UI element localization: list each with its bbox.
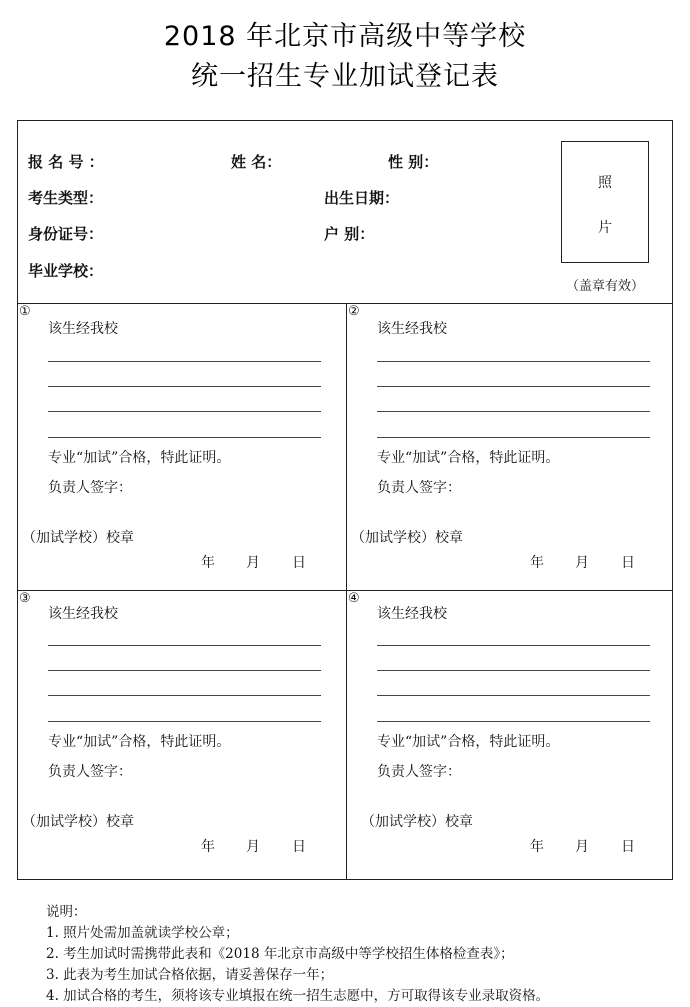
- pass-text: 专业“加试”合格，特此证明。: [48, 734, 231, 750]
- fill-line: [48, 645, 321, 646]
- cell-number: ③: [19, 591, 31, 606]
- intro-text: 该生经我校: [48, 606, 118, 622]
- fill-line: [377, 721, 650, 722]
- gender-label: 性 别：: [388, 153, 439, 171]
- note-item-3: 3. 此表为考生加试合格依据，请妥善保存一年；: [46, 967, 334, 983]
- cell-number: ④: [348, 591, 360, 606]
- date-day: 日: [292, 555, 306, 571]
- certificate-cell-1: [18, 304, 345, 592]
- date-year: 年: [530, 839, 544, 855]
- fill-line: [377, 361, 650, 362]
- date-month: 月: [246, 555, 260, 571]
- title-line-1: 2018 年北京市高级中等学校: [163, 21, 527, 52]
- fill-line: [377, 386, 650, 387]
- date-day: 日: [621, 839, 635, 855]
- photo-char-2: 片: [598, 220, 612, 236]
- hukou-label: 户 别：: [324, 225, 375, 243]
- date-month: 月: [575, 839, 589, 855]
- pass-text: 专业“加试”合格，特此证明。: [48, 450, 231, 466]
- fill-line: [48, 721, 321, 722]
- signature-label: 负责人签字：: [377, 480, 461, 496]
- fill-line: [48, 670, 321, 671]
- id-number-label: 身份证号：: [28, 225, 104, 243]
- school-seal-label: （加试学校）校章: [22, 530, 134, 546]
- school-seal-label: （加试学校）校章: [22, 814, 134, 830]
- date-year: 年: [530, 555, 544, 571]
- reg-no-label: 报 名 号 ：: [28, 153, 104, 171]
- date-day: 日: [292, 839, 306, 855]
- cell-number: ①: [19, 304, 31, 319]
- graduation-school-label: 毕业学校：: [28, 262, 104, 280]
- certificate-cell-2: [347, 304, 674, 592]
- student-type-label: 考生类型：: [28, 189, 104, 207]
- signature-label: 负责人签字：: [48, 764, 132, 780]
- pass-text: 专业“加试”合格，特此证明。: [377, 734, 560, 750]
- notes-section: [46, 902, 549, 1007]
- registration-form: [17, 120, 673, 880]
- fill-line: [377, 437, 650, 438]
- certificate-cell-3: [18, 591, 345, 879]
- notes-heading: 说明：: [46, 904, 87, 920]
- date-year: 年: [201, 839, 215, 855]
- note-item-4: 4. 加试合格的考生，须将该专业填报在统一招生志愿中，方可取得该专业录取资格。: [46, 988, 550, 1004]
- intro-text: 该生经我校: [377, 606, 447, 622]
- signature-label: 负责人签字：: [48, 480, 132, 496]
- fill-line: [48, 411, 321, 412]
- intro-text: 该生经我校: [48, 321, 118, 337]
- date-day: 日: [621, 555, 635, 571]
- cell-number: ②: [348, 304, 360, 319]
- fill-line: [377, 670, 650, 671]
- fill-line: [377, 645, 650, 646]
- fill-line: [48, 695, 321, 696]
- note-item-2: 2. 考生加试时需携带此表和《2018 年北京市高级中等学校招生体格检查表》；: [46, 946, 514, 962]
- certificate-cell-4: [347, 591, 674, 879]
- photo-box: [561, 141, 649, 263]
- fill-line: [377, 695, 650, 696]
- photo-char-1: 照: [598, 175, 612, 191]
- school-seal-label: （加试学校）校章: [351, 530, 463, 546]
- title-line-2: 统一招生专业加试登记表: [191, 61, 499, 92]
- date-year: 年: [201, 555, 215, 571]
- stamp-note: （盖章有效）: [566, 279, 645, 294]
- note-item-1: 1. 照片处需加盖就读学校公章；: [46, 925, 239, 941]
- name-label: 姓 名：: [231, 153, 282, 171]
- pass-text: 专业“加试”合格，特此证明。: [377, 450, 560, 466]
- intro-text: 该生经我校: [377, 321, 447, 337]
- date-month: 月: [246, 839, 260, 855]
- school-seal-label: （加试学校）校章: [361, 814, 473, 830]
- fill-line: [48, 386, 321, 387]
- signature-label: 负责人签字：: [377, 764, 461, 780]
- fill-line: [48, 361, 321, 362]
- fill-line: [377, 411, 650, 412]
- fill-line: [48, 437, 321, 438]
- birth-date-label: 出生日期：: [324, 189, 400, 207]
- date-month: 月: [575, 555, 589, 571]
